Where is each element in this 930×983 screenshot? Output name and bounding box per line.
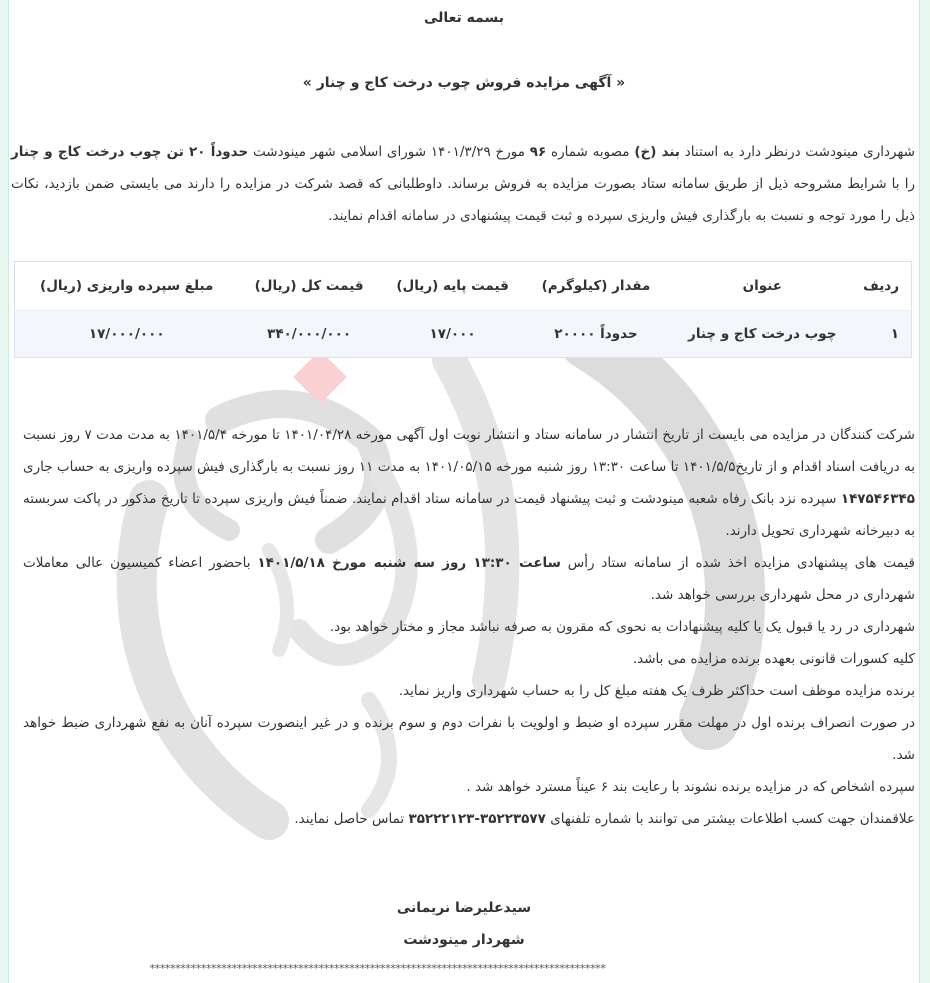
table-header-row xyxy=(15,262,912,311)
cell-total-price: ۳۴۰/۰۰۰/۰۰۰ xyxy=(238,311,379,358)
col-row-number: ردیف xyxy=(858,262,912,311)
intro-text: مصوبه شماره xyxy=(546,144,635,160)
intro-clause: بند (خ) xyxy=(634,144,680,160)
cell-title: چوب درخت کاج و چنار xyxy=(667,311,858,358)
cell-row-number: ۱ xyxy=(858,311,912,358)
col-title: عنوان xyxy=(667,262,858,311)
col-quantity: مقدار (کیلوگرم) xyxy=(525,262,666,311)
term-item xyxy=(23,547,915,611)
term-item: سپرده اشخاص که در مزایده برنده نشوند با رعایت بند ۶ عیناً مسترد خواهد شد . xyxy=(466,779,915,795)
cell-deposit: ۱۷/۰۰۰/۰۰۰ xyxy=(15,311,239,358)
term-item: در صورت انصراف برنده اول در مهلت مقرر سپرده او ضبط و اولویت با نفرات دوم و سوم برنده و در غیر اینصورت سپرده آنان به نفع شهرداری ضبط خواهد شد. xyxy=(23,715,915,763)
col-total-price: قیمت کل (ریال) xyxy=(238,262,379,311)
document-page xyxy=(8,0,920,983)
intro-text: را با شرایط مشروحه ذیل از طریق سامانه ستاد بصورت مزایده به فروش برساند. داوطلبانی که قصد شرکت در مزایده را دارند می بایستی ضمن بازدید، نکات ذیل را مورد توجه و نسبت به بارگذاری فیش واریزی سپرده و ثبت قیمت پیشنهادی در سامانه اقدام نمایند. xyxy=(11,176,915,224)
term-item: کلیه کسورات قانونی بعهده برنده مزایده می باشد. xyxy=(632,651,915,667)
auction-items-table xyxy=(14,261,912,358)
term-item xyxy=(23,419,915,547)
col-deposit: مبلغ سپرده واریزی (ریال) xyxy=(15,262,239,311)
intro-resolution-number: ۹۶ xyxy=(529,144,547,160)
cell-quantity: حدوداً ۲۰۰۰۰ xyxy=(525,311,666,358)
terms-list xyxy=(23,419,915,835)
invocation-heading: بسمه تعالی xyxy=(423,10,505,26)
intro-text: شهرداری مینودشت درنظر دارد به استناد xyxy=(680,144,915,160)
col-base-price: قیمت پایه (ریال) xyxy=(380,262,526,311)
term-item xyxy=(23,803,915,835)
signatory-name: سیدعلیرضا نریمانی xyxy=(396,900,532,916)
term-item: برنده مزایده موظف است حداکثر ظرف یک هفته مبلغ کل را به حساب شهرداری واریز نماید. xyxy=(398,683,915,699)
term-text: علاقمندان جهت کسب اطلاعات بیشتر می توانند با شماره تلفنهای xyxy=(545,811,915,827)
term-text: سپرده نزد بانک رفاه شعبه مینودشت و ثبت پیشنهاد قیمت در سامانه ستاد اقدام نمایند. ضمناً فیش واریزی سپرده تا تاریخ مذکور در پاکت سربسته به دبیرخانه شهرداری تحویل دارند. xyxy=(23,491,915,539)
intro-paragraph xyxy=(11,136,915,232)
term-text: باحضور اعضاء کمیسیون عالی معاملات شهرداری در محل شهرداری بررسی خواهد شد. xyxy=(23,555,915,603)
cell-base-price: ۱۷/۰۰۰ xyxy=(380,311,526,358)
term-text: تماس حاصل نمایند. xyxy=(294,811,409,827)
opening-datetime: ساعت ۱۳:۳۰ روز سه شنبه مورخ ۱۴۰۱/۵/۱۸ xyxy=(257,555,561,571)
phone-numbers: ۳۵۲۲۳۵۷۷-۳۵۲۲۲۱۲۳ xyxy=(408,811,546,827)
intro-quantity: حدوداً ۲۰ تن چوب درخت کاج و چنار xyxy=(11,144,249,160)
asterisk-divider: ***************************************************************************************** xyxy=(149,962,605,975)
account-number: ۱۴۷۵۴۶۳۴۵ xyxy=(840,491,915,507)
intro-text: مورخ ۱۴۰۱/۳/۲۹ شورای اسلامی شهر مینودشت xyxy=(248,144,530,160)
announcement-title: « آگهی مزایده فروش چوب درخت کاج و چنار » xyxy=(302,75,626,91)
term-text: قیمت های پیشنهادی مزایده اخذ شده از سامانه ستاد رأس xyxy=(560,555,915,571)
table-row xyxy=(15,311,912,358)
term-item: شهرداری در رد یا قبول یک یا کلیه پیشنهادات به نحوی که مقرون به صرفه نباشد مجاز و مختار خواهد بود. xyxy=(329,619,915,635)
signatory-title: شهردار مینودشت xyxy=(403,932,525,948)
term-text: شرکت کنندگان در مزایده می بایست از تاریخ انتشار در سامانه ستاد و انتشار نوبت اول آگهی مورخه ۱۴۰۱/۰۴/۲۸ تا مورخه ۱۴۰۱/۵/۴ به مدت مدت ۷ روز نسبت به دریافت اسناد اقدام و از تاریخ۱۴۰۱/۵/۵ تا ساعت ۱۳:۳۰ روز شنبه مورخه ۱۴۰۱/۰۵/۱۵ به مدت ۱۱ روز نسبت به بارگذاری فیش سپرده واریزی به حساب جاری xyxy=(23,427,916,475)
